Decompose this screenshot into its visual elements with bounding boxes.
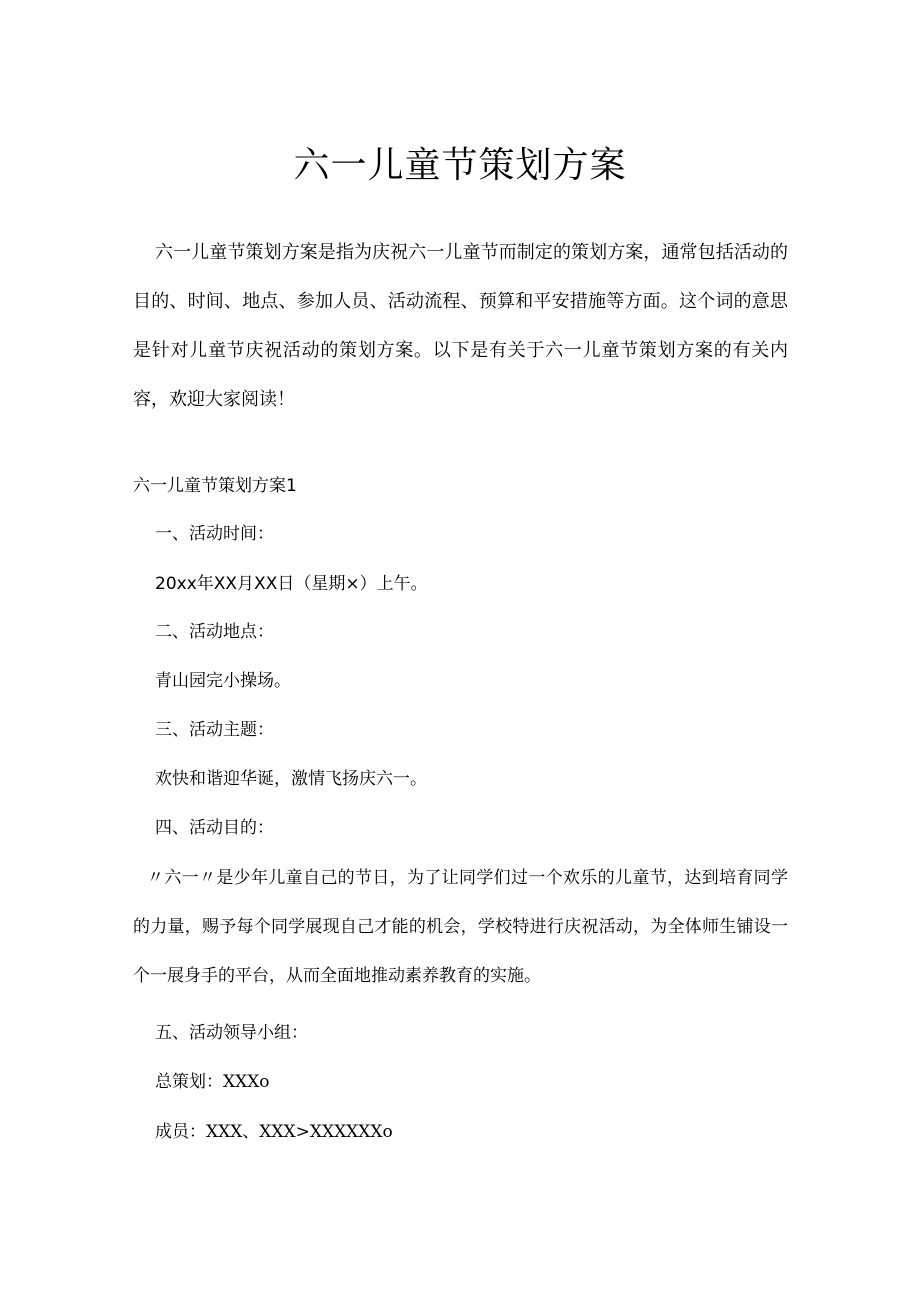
- activity-time-value: 20xx年XX月XX日（星期×）上午。: [155, 574, 428, 594]
- heading-activity-location: 二、活动地点：: [155, 622, 274, 642]
- activity-location-value: 青山园完小操场。: [155, 671, 291, 691]
- document-title: 六一儿童节策划方案: [293, 145, 627, 186]
- heading-activity-purpose: 四、活动目的：: [155, 818, 274, 838]
- section-title: 六一儿童节策划方案1: [133, 476, 297, 496]
- purpose-paragraph: 〃六一〃是少年儿童自己的节日，为了让同学们过一个欢乐的儿童节，达到培育同学的力量，赐予每个同学展现自己才能的机会，学校特进行庆祝活动，为全体师生铺设一个一展身手的平台，从而全面地推动素养教育的实施。: [133, 868, 788, 986]
- heading-leadership-group: 五、活动领导小组：: [155, 1023, 308, 1043]
- chief-planner-line: 总策划：XXXo: [155, 1072, 270, 1092]
- intro-paragraph: 六一儿童节策划方案是指为庆祝六一儿童节而制定的策划方案，通常包括活动的目的、时间、地点、参加人员、活动流程、预算和平安措施等方面。这个词的意思是针对儿童节庆祝活动的策划方案。以下是有关于六一儿童节策划方案的有关内容，欢迎大家阅读！: [133, 242, 788, 410]
- heading-activity-theme: 三、活动主题：: [155, 720, 274, 740]
- members-line: 成员：XXX、XXX>XXXXXXo: [155, 1122, 393, 1142]
- heading-activity-time: 一、活动时间：: [155, 524, 274, 544]
- activity-theme-value: 欢快和谐迎华诞，激情飞扬庆六一。: [155, 769, 427, 789]
